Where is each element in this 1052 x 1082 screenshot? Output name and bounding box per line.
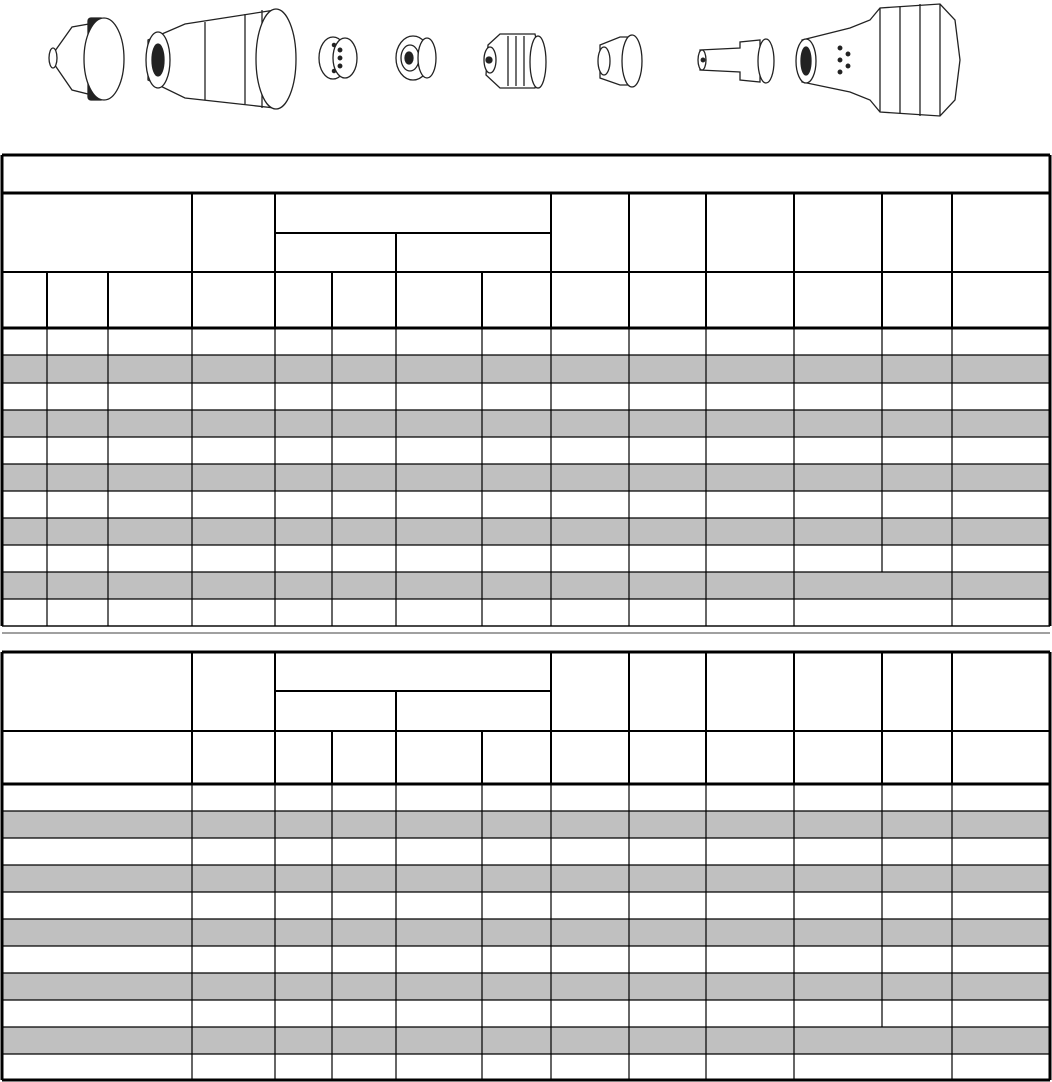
shaded-row (2, 919, 1050, 946)
shaded-row (2, 865, 1050, 892)
shaded-row (2, 572, 1050, 599)
shaded-row (2, 464, 1050, 491)
shaded-row (2, 1027, 1050, 1054)
shaded-row (2, 355, 1050, 383)
shaded-row (2, 518, 1050, 545)
row-shading (2, 355, 1050, 1054)
shaded-row (2, 973, 1050, 1000)
shaded-row (2, 811, 1050, 838)
shaded-row (2, 410, 1050, 437)
